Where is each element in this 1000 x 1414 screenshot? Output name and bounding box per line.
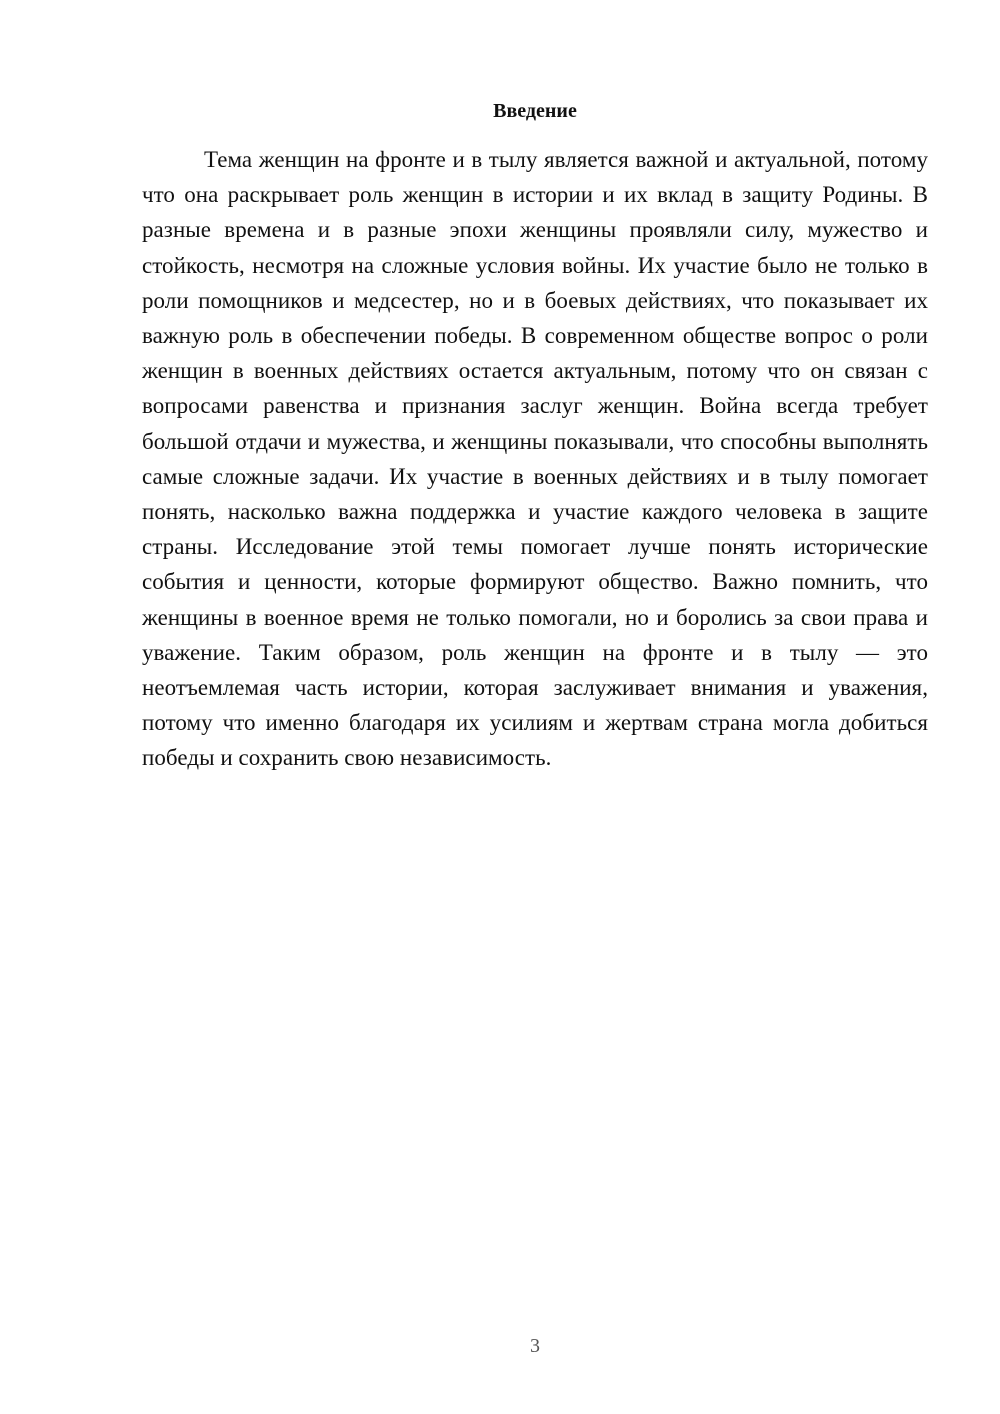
section-heading: Введение: [493, 100, 577, 122]
page-number: 3: [530, 1335, 540, 1357]
body-paragraph: Тема женщин на фронте и в тылу является важной и актуальной, потому что она раскрывает роль женщин в истории и их вклад в защиту Родины. В разные времена и в разные эпохи женщины проявляли силу, мужество и стойкость, несмотря на сложные условия войны. Их участие было не только в роли помощников и медсестер, но и в боевых действиях, что показывает их важную роль в обеспечении победы. В современном обществе вопрос о роли женщин в военных действиях остается актуальным, потому что он связан с вопросами равенства и признания заслуг женщин. Война всегда требует большой отдачи и мужества, и женщины показывали, что способны выполнять самые сложные задачи. Их участие в военных действиях и в тылу помогает понять, насколько важна поддержка и участие каждого человека в защите страны. Исследование этой темы помогает лучше понять исторические события и ценности, которые формируют общество. Важно помнить, что женщины в военное время не только помогали, но и боролись за свои права и уважение. Таким образом, роль женщин на фронте и в тылу — это неотъемлемая часть истории, которая заслуживает внимания и уважения, потому что именно благодаря их усилиям и жертвам страна могла добиться победы и сохранить свою независимость.: [142, 147, 928, 771]
